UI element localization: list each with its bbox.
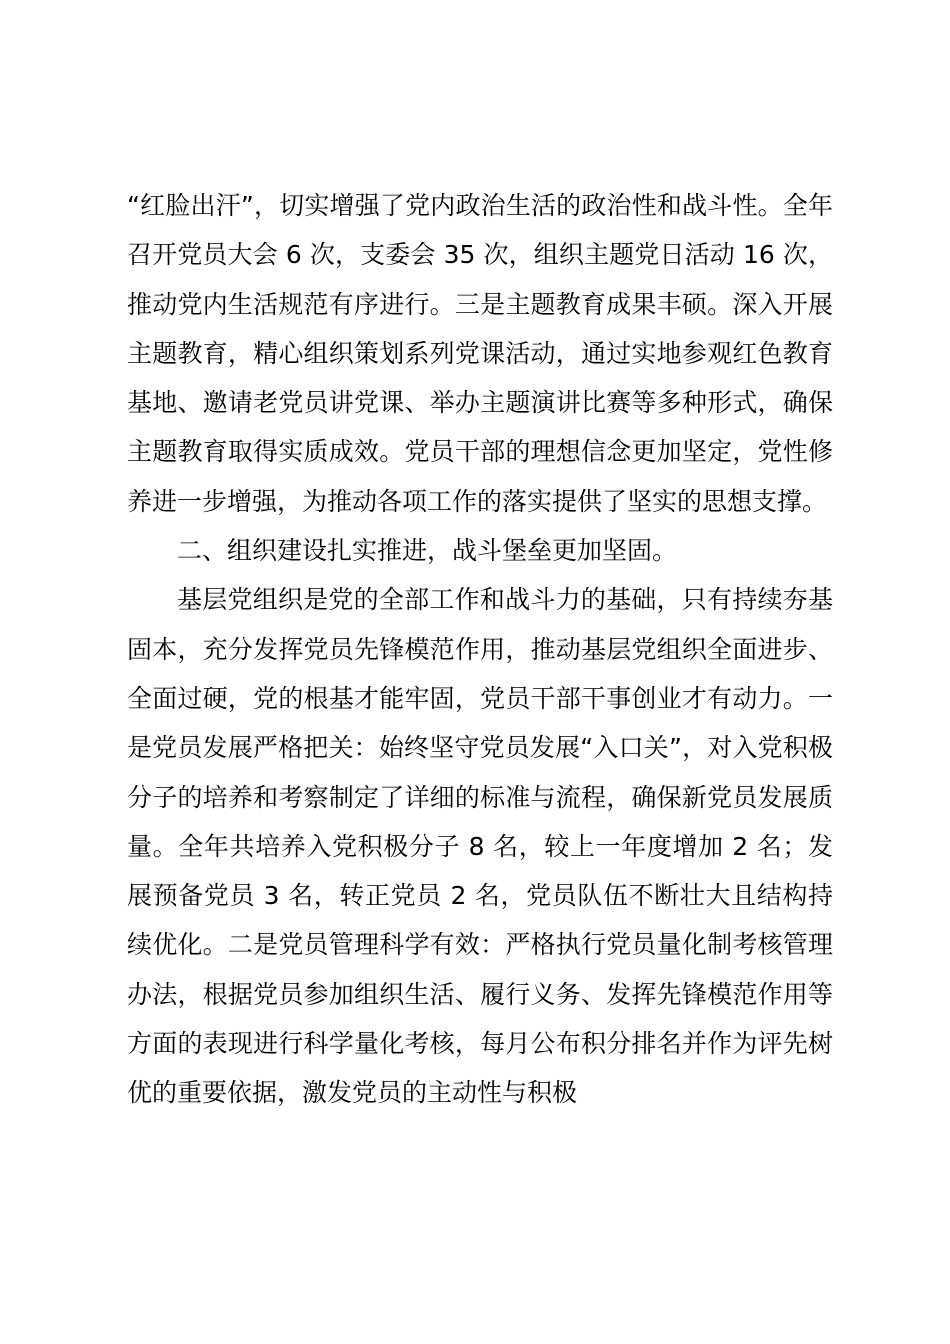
section-heading: 二、组织建设扎实推进，战斗堡垒更加坚固。 xyxy=(177,536,678,566)
body-paragraph-continued: “红脸出汗”，切实增强了党内政治生活的政治性和战斗性。全年召开党员大会 6 次，支委会 35 次，组织主题党日活动 16 次，推动党内生活规范有序进行。三是主题教育成果丰硕。深入开展主题教育，精心组织策划系列党课活动，通过实地参观红色教育基地、邀请老党员讲党课、举办主题演讲比赛等多种形式，确保主题教育取得实质成效。党员干部的理想信念更加坚定，党性修养进一步增强，为推动各项工作的落实提供了坚实的思想支撑。 xyxy=(127,191,833,516)
document-body xyxy=(127,181,833,1118)
body-paragraph: 基层党组织是党的全部工作和战斗力的基础，只有持续夯基固本，充分发挥党员先锋模范作用，推动基层党组织全面进步、全面过硬，党的根基才能牢固，党员干部干事创业才有动力。一是党员发展严格把关：始终坚守党员发展“入口关”，对入党积极分子的培养和考察制定了详细的标准与流程，确保新党员发展质量。全年共培养入党积极分子 8 名，较上一年度增加 2 名；发展预备党员 3 名，转正党员 2 名，党员队伍不断壮大且结构持续优化。二是党员管理科学有效：严格执行党员量化制考核管理办法，根据党员参加组织生活、履行义务、发挥先锋模范作用等方面的表现进行科学量化考核，每月公布积分排名并作为评先树优的重要依据，激发党员的主动性与积极 xyxy=(127,585,833,1108)
